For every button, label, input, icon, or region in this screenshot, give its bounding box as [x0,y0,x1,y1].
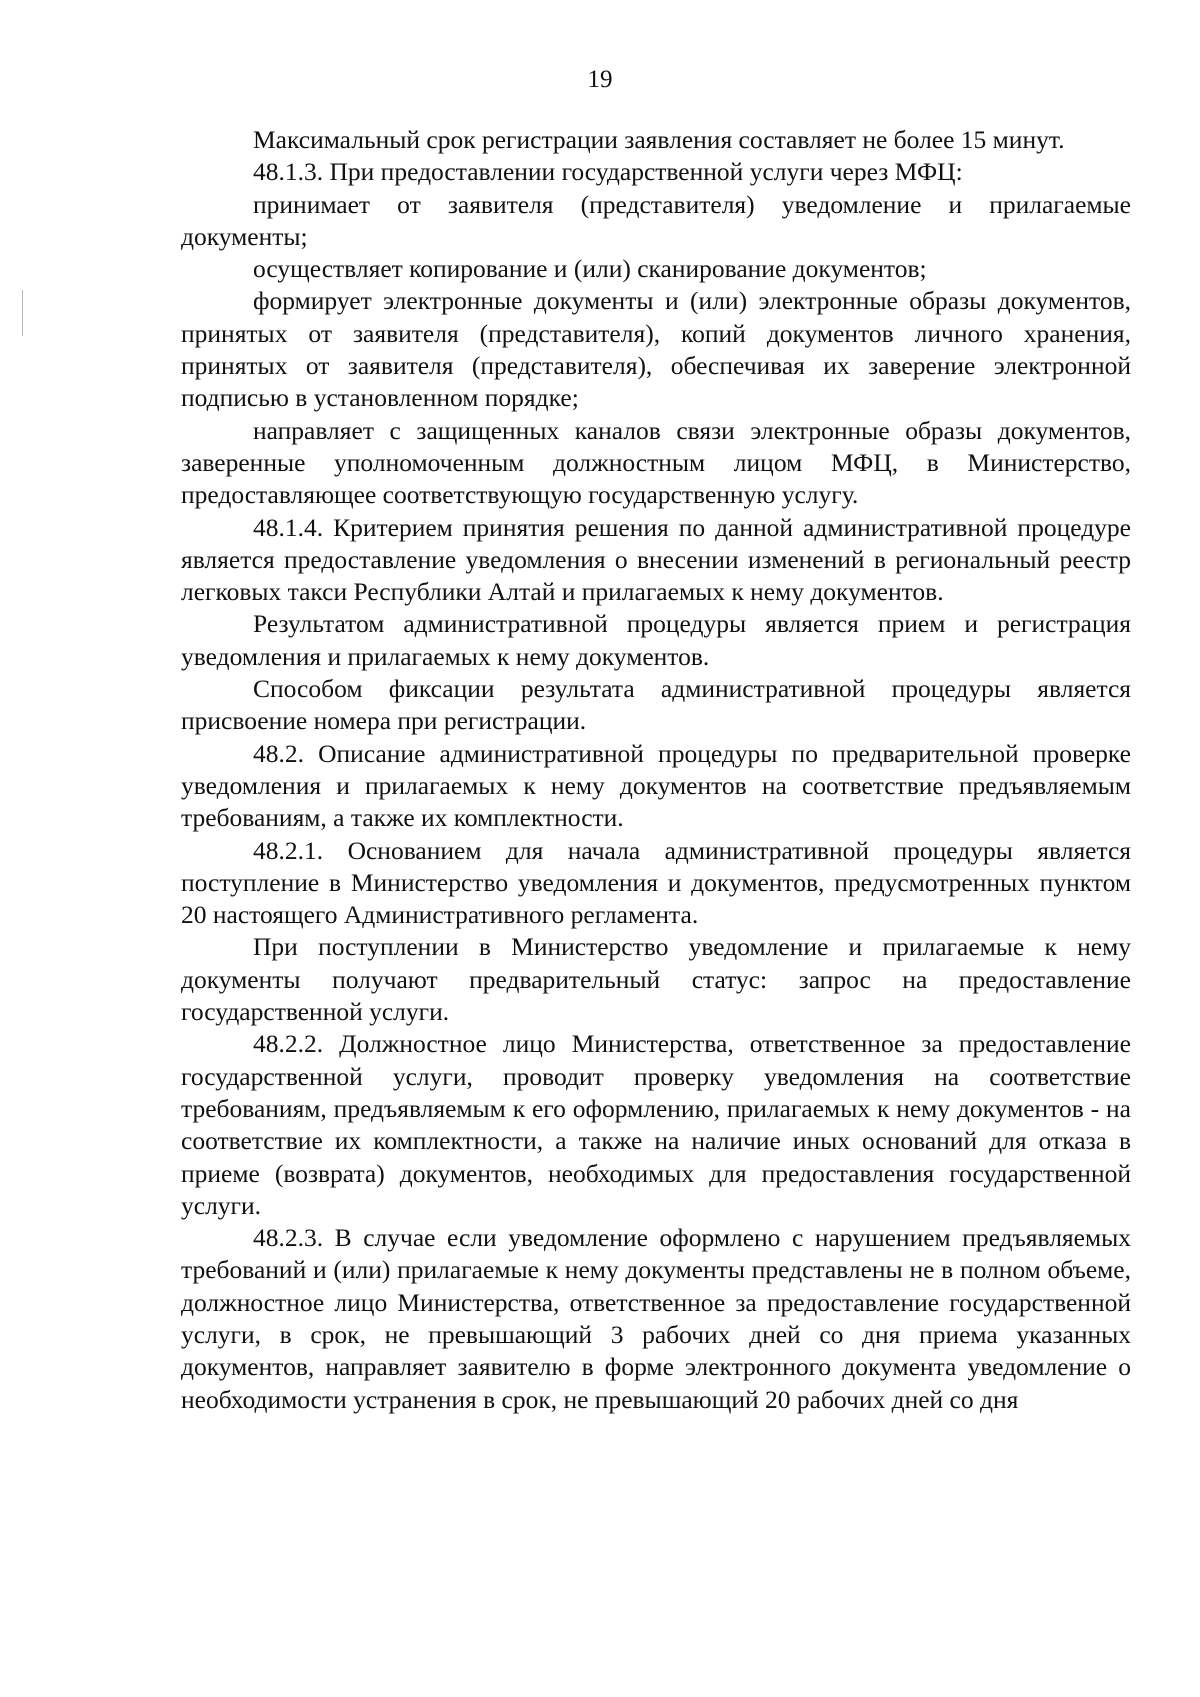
paragraph-sends-secure-channels: направляет с защищенных каналов связи электронные образы документов, заверенные уполномоченным должностным лицом МФЦ, в Министерство, предоставляющее соответствующую государственную услугу. [181,415,1131,510]
paragraph-48-1-4: 48.1.4. Критерием принятия решения по данной административной процедуре является предоставление уведомления о внесении изменений в региональный реестр легковых такси Республики Алтай и прилагаемых к нему документов. [181,512,1131,607]
scan-margin-mark [22,290,23,336]
paragraph-preliminary-status: При поступлении в Министерство уведомление и прилагаемые к нему документы получают предварительный статус: запрос на предоставление государственной услуги. [181,932,1131,1027]
paragraph-48-2: 48.2. Описание административной процедуры по предварительной проверке уведомления и прилагаемых к нему документов на соответствие предъявляемым требованиям, а также их комплектности. [181,738,1131,833]
document-body [181,124,1131,1416]
paragraph-48-1-3: 48.1.3. При предоставлении государственной услуги через МФЦ: [253,157,963,187]
paragraph-forms-electronic-docs: формирует электронные документы и (или) электронные образы документов, принятых от заявителя (представителя), копий документов личного хранения, принятых от заявителя (представителя), обеспечивая их заверение электронной подписью в установленном порядке; [181,286,1131,413]
paragraph-48-2-1: 48.2.1. Основанием для начала административной процедуры является поступление в Министерство уведомления и документов, предусмотренных пунктом 20 настоящего Административного регламента. [181,835,1131,930]
paragraph-48-2-2: 48.2.2. Должностное лицо Министерства, ответственное за предоставление государственной услуги, проводит проверку уведомления на соответствие требованиям, предъявляемым к его оформлению, прилагаемых к нему документов - на соответствие их комплектности, а также на наличие иных оснований для отказа в приеме (возврата) документов, необходимых для предоставления государственной услуги. [181,1029,1131,1220]
paragraph-copying-scanning: осуществляет копирование и (или) сканирование документов; [253,254,927,284]
paragraph-fixation-method: Способом фиксации результата административной процедуры является присвоение номера при регистрации. [181,674,1131,736]
paragraph-procedure-result: Результатом административной процедуры является прием и регистрация уведомления и прилагаемых к нему документов. [181,609,1131,671]
paragraph-accepts-notice: принимает от заявителя (представителя) уведомление и прилагаемые документы; [181,189,1131,251]
paragraph-48-2-3: 48.2.3. В случае если уведомление оформлено с нарушением предъявляемых требований и (или) прилагаемые к нему документы представлены не в полном объеме, должностное лицо Министерства, ответственное за предоставление государственной услуги, в срок, не превышающий 3 рабочих дней со дня приема указанных документов, направляет заявителю в форме электронного документа уведомление о необходимости устранения в срок, не превышающий 20 рабочих дней со дня [181,1223,1131,1414]
page-number: 19 [587,66,613,93]
paragraph-registration-time: Максимальный срок регистрации заявления составляет не более 15 минут. [253,125,1065,154]
